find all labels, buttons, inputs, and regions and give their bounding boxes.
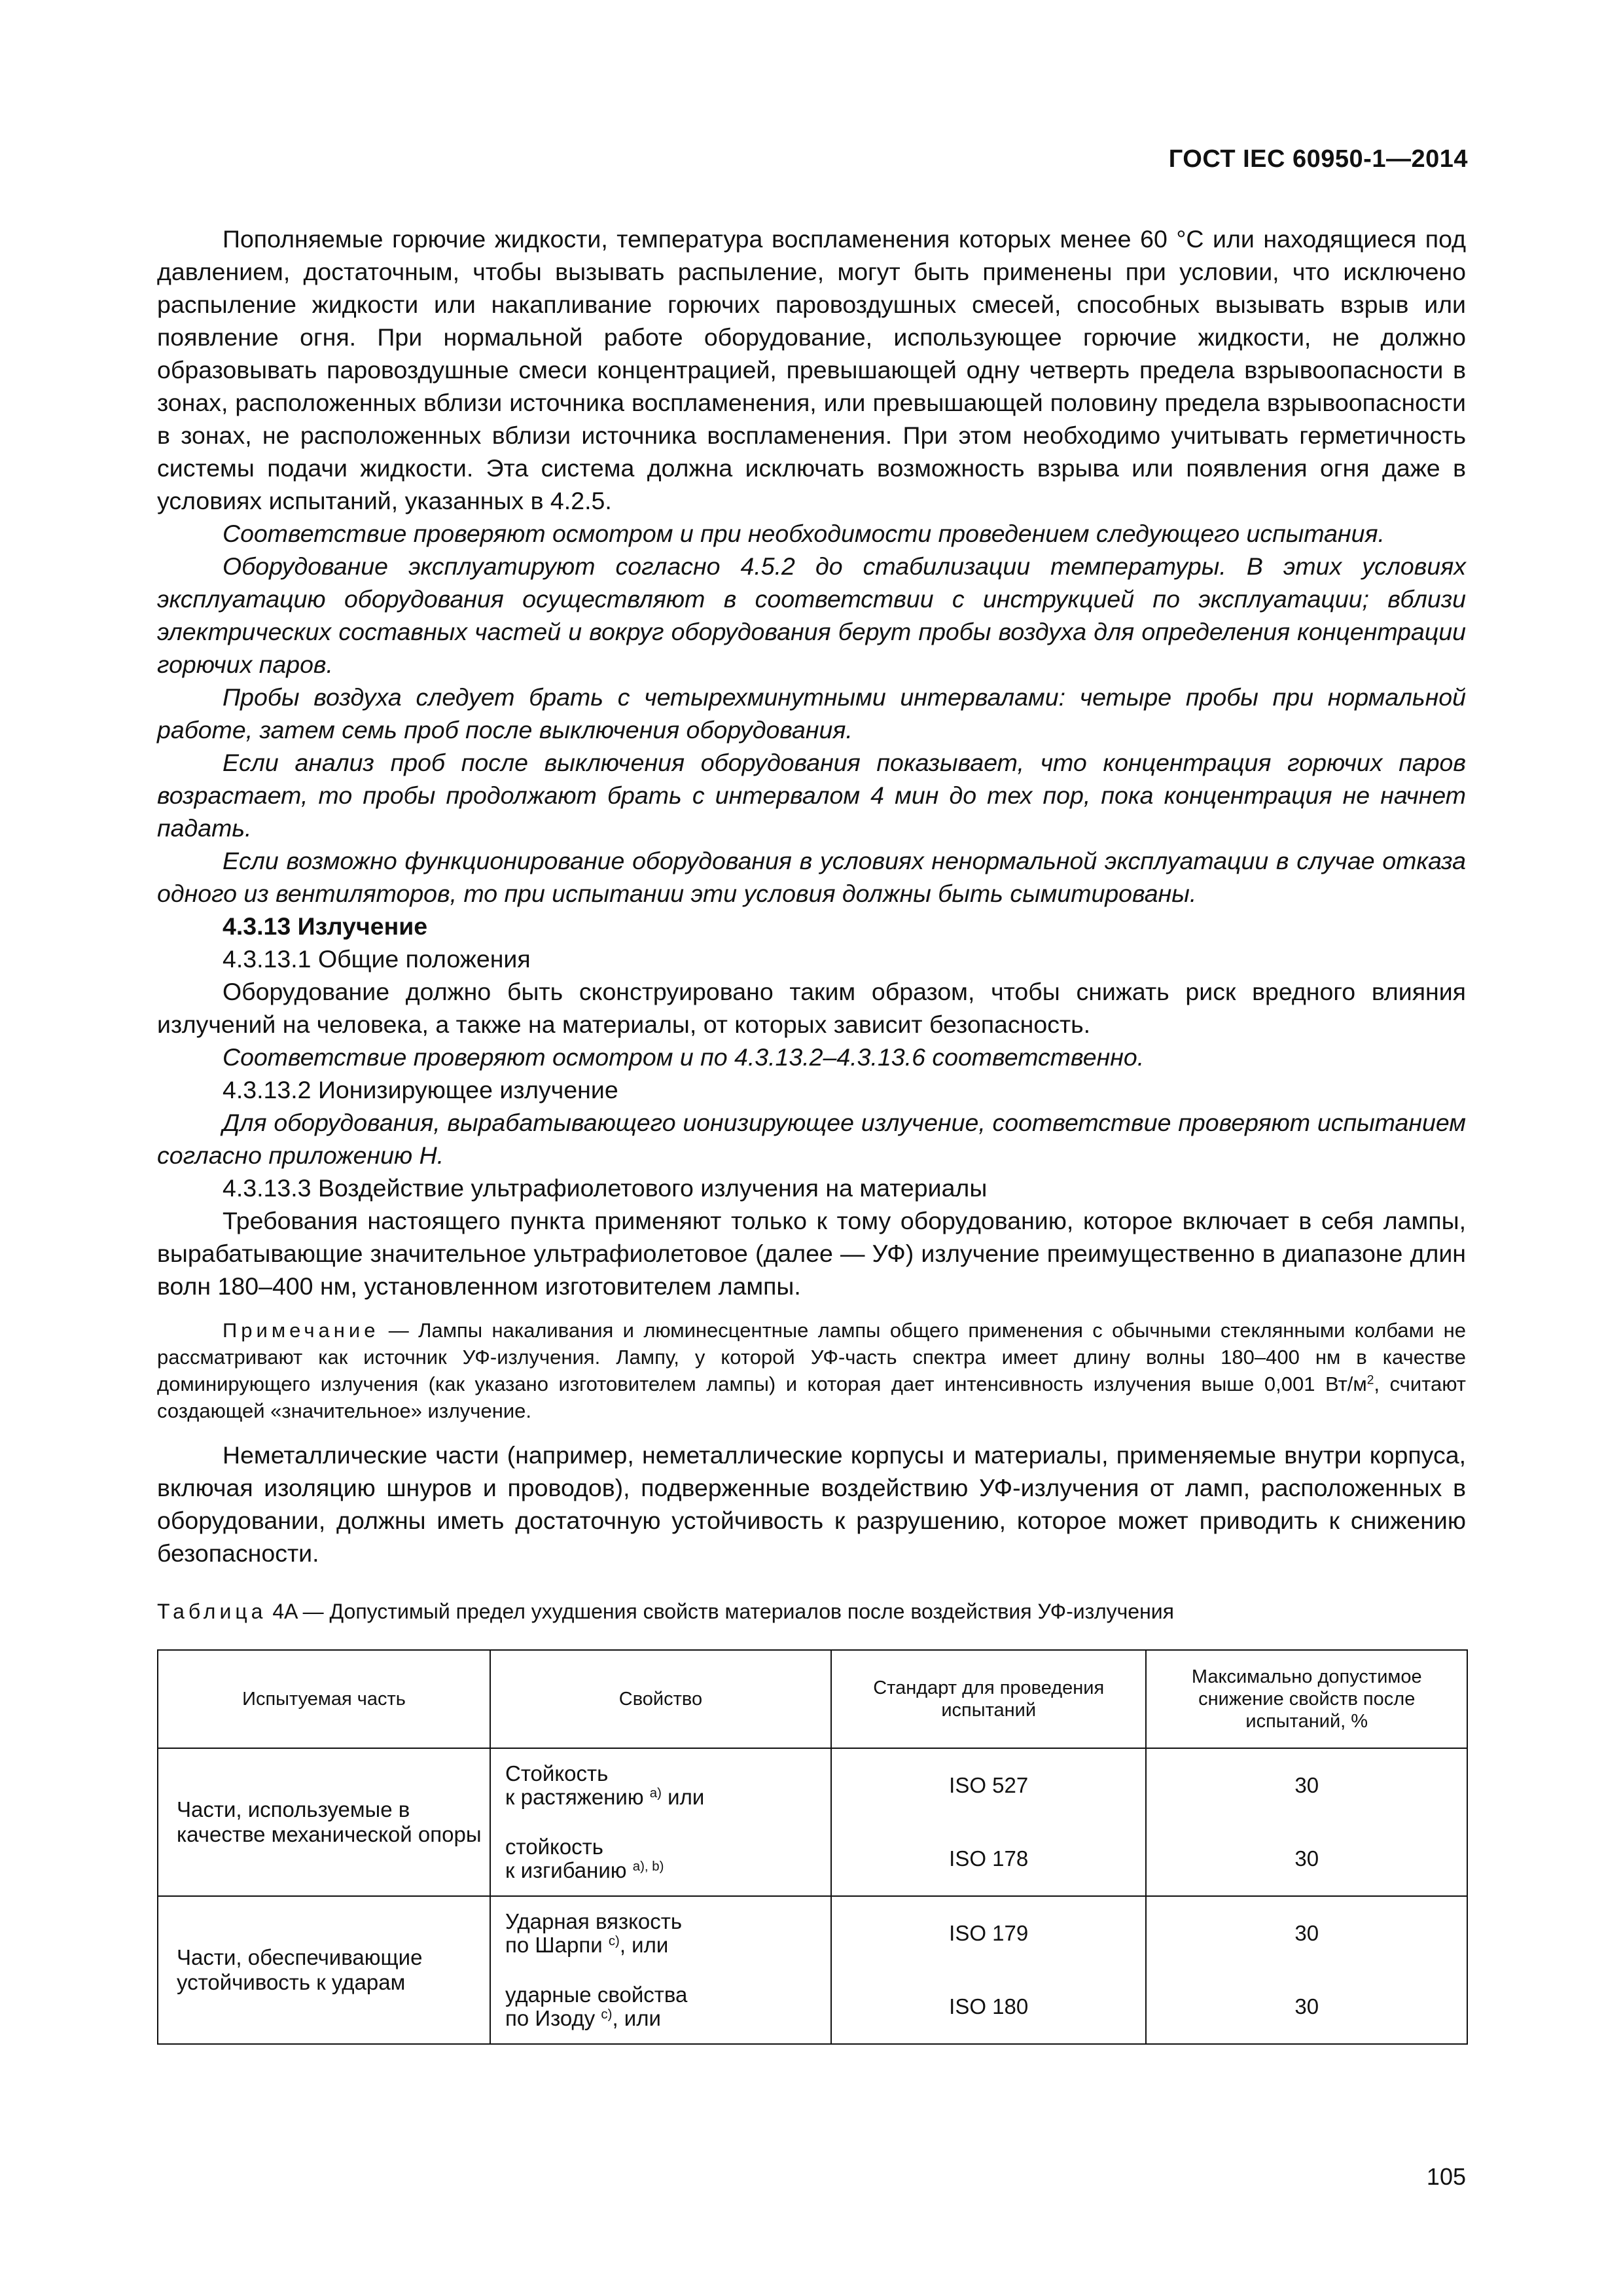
standard-cell [831,1896,1147,2044]
property-line: Ударная вязкость [505,1909,683,1933]
max-reduction-value: 30 [1294,1921,1319,1945]
property-entry [491,1897,830,1970]
page-number: 105 [1426,2163,1466,2190]
note-superscript: 2 [1366,1373,1374,1388]
property-line: по Изоду [505,2006,601,2030]
paragraph: Если анализ проб после выключения оборудования показывает, что концентрация горючих паров возрастает, то пробы продолжают брать с интервалом 4 мин до тех пор, пока концентрация не начнет падать. [157,749,1466,842]
table-header-cell: Стандарт для проведения испытаний [831,1650,1147,1748]
note-text: — Лампы накаливания и люминесцентные лампы общего применения с обычными стеклянными колбами не рассматривают как источник УФ-излучения. Лампу, у которой УФ-часть спектра имеет длину волны 180–400 нм в качестве доминирующего излучения (как указано изготовителем лампы) и которая дает интенсивность излучения выше 0,001 Вт/м [157,1319,1466,1395]
uv-degradation-table [157,1649,1468,2045]
paragraph: Требования настоящего пункта применяют только к тому оборудованию, которое включает в себя лампы, вырабатывающие значительное ультрафиолетовое (далее — УФ) излучение преимущественно в диапазоне длин волн 180–400 нм, установленном изготовителем лампы. [157,1207,1466,1300]
property-line: Стойкость [505,1761,609,1785]
property-tail: , или [619,1933,669,1957]
standard-value: ISO 180 [949,1994,1029,2018]
table-header-cell: Испытуемая часть [158,1650,490,1748]
property-line: стойкость [505,1835,603,1859]
tested-part-cell: Части, обеспечивающие устойчивость к ударам [158,1896,490,2044]
standard-value: ISO 178 [949,1846,1029,1871]
document-header: ГОСТ IEC 60950-1—2014 [1168,145,1468,173]
paragraph: Оборудование должно быть сконструировано таким образом, чтобы снижать риск вредного влияния излучений на человека, а также на материалы, от которых зависит безопасность. [157,978,1466,1038]
paragraph: Для оборудования, вырабатывающего ионизирующее излучение, соответствие проверяют испытанием согласно приложению H. [157,1109,1466,1169]
property-entry [491,1970,830,2043]
property-entry [491,1822,830,1895]
property-line: ударные свойства [505,1982,688,2007]
max-reduction-cell [1146,1896,1467,2044]
body-text [157,223,1466,1570]
table-header-cell: Свойство [490,1650,831,1748]
section-heading: 4.3.13 Излучение [223,912,428,940]
property-entry [491,1749,830,1822]
footnote-ref: a) [649,1785,662,1801]
property-cell [490,1748,831,1896]
footnote-ref: c) [608,1933,620,1948]
table-caption-text: 4A — Допустимый предел ухудшения свойств материалов после воздействия УФ-излучения [266,1600,1174,1623]
paragraph: Если возможно функционирование оборудования в условиях ненормальной эксплуатации в случае отказа одного из вентиляторов, то при испытании эти условия должны быть сымитированы. [157,847,1466,907]
standard-value: ISO 527 [949,1773,1029,1797]
standard-cell [831,1748,1147,1896]
note [157,1317,1466,1424]
table-caption [157,1597,1466,1626]
property-line: к изгибанию [505,1858,633,1882]
footnote-ref: a), b) [632,1858,664,1874]
standard-value: ISO 179 [949,1921,1029,1945]
property-tail: , или [612,2006,661,2030]
subsection-heading: 4.3.13.3 Воздействие ультрафиолетового излучения на материалы [223,1174,988,1202]
property-cell [490,1896,831,2044]
note-label: Примечание [223,1319,380,1342]
paragraph: Пробы воздуха следует брать с четырехминутными интервалами: четыре пробы при нормальной работе, затем семь проб после выключения оборудования. [157,683,1466,744]
subsection-heading: 4.3.13.2 Ионизирующее излучение [223,1076,618,1103]
table-row [158,1896,1467,2044]
property-line: по Шарпи [505,1933,609,1957]
subsection-heading: 4.3.13.1 Общие положения [223,945,531,973]
max-reduction-value: 30 [1294,1773,1319,1797]
paragraph: Пополняемые горючие жидкости, температура воспламенения которых менее 60 °C или находящиеся под давлением, достаточным, чтобы вызывать распыление, могут быть применены при условии, что исключено распыление жидкости или накапливание горючих паровоздушных смесей, способных вызывать взрыв или появление огня. При нормальной работе оборудование, использующее горючие жидкости, не должно образовывать паровоздушные смеси концентрацией, превышающей одну четверть предела взрывоопасности в зонах, расположенных вблизи источника воспламенения, или превышающей половину предела взрывоопасности в зонах, не расположенных вблизи источника воспламенения. При этом необходимо учитывать герметичность системы подачи жидкости. Эта система должна исключать возможность взрыва или появления огня даже в условиях испытаний, указанных в 4.2.5. [157,225,1466,514]
max-reduction-cell [1146,1748,1467,1896]
note-tail: , считают создающей «значительное» излучение. [157,1372,1466,1422]
paragraph: Соответствие проверяют осмотром и по 4.3.13.2–4.3.13.6 соответственно. [223,1043,1145,1071]
tested-part-cell: Части, используемые в качестве механической опоры [158,1748,490,1896]
footnote-ref: c) [601,2006,613,2022]
property-tail: или [661,1785,705,1809]
paragraph: Неметаллические части (например, неметаллические корпусы и материалы, применяемые внутри корпуса, включая изоляцию шнуров и проводов), подверженные воздействию УФ-излучения от ламп, расположенных в оборудовании, должны иметь достаточную устойчивость к разрушению, которое может приводить к снижению безопасности. [157,1441,1466,1567]
max-reduction-value: 30 [1294,1994,1319,2018]
property-line: к растяжению [505,1785,650,1809]
table-header-cell: Максимально допустимое снижение свойств после испытаний, % [1146,1650,1467,1748]
table-header-row [158,1650,1467,1748]
max-reduction-value: 30 [1294,1846,1319,1871]
paragraph: Соответствие проверяют осмотром и при необходимости проведением следующего испытания. [223,520,1385,547]
table-row [158,1748,1467,1896]
paragraph: Оборудование эксплуатируют согласно 4.5.2 до стабилизации температуры. В этих условиях эксплуатацию оборудования осуществляют в соответствии с инструкцией по эксплуатации; вблизи электрических составных частей и вокруг оборудования берут пробы воздуха для определения концентрации горючих паров. [157,552,1466,678]
table-caption-label: Таблица [157,1600,267,1623]
